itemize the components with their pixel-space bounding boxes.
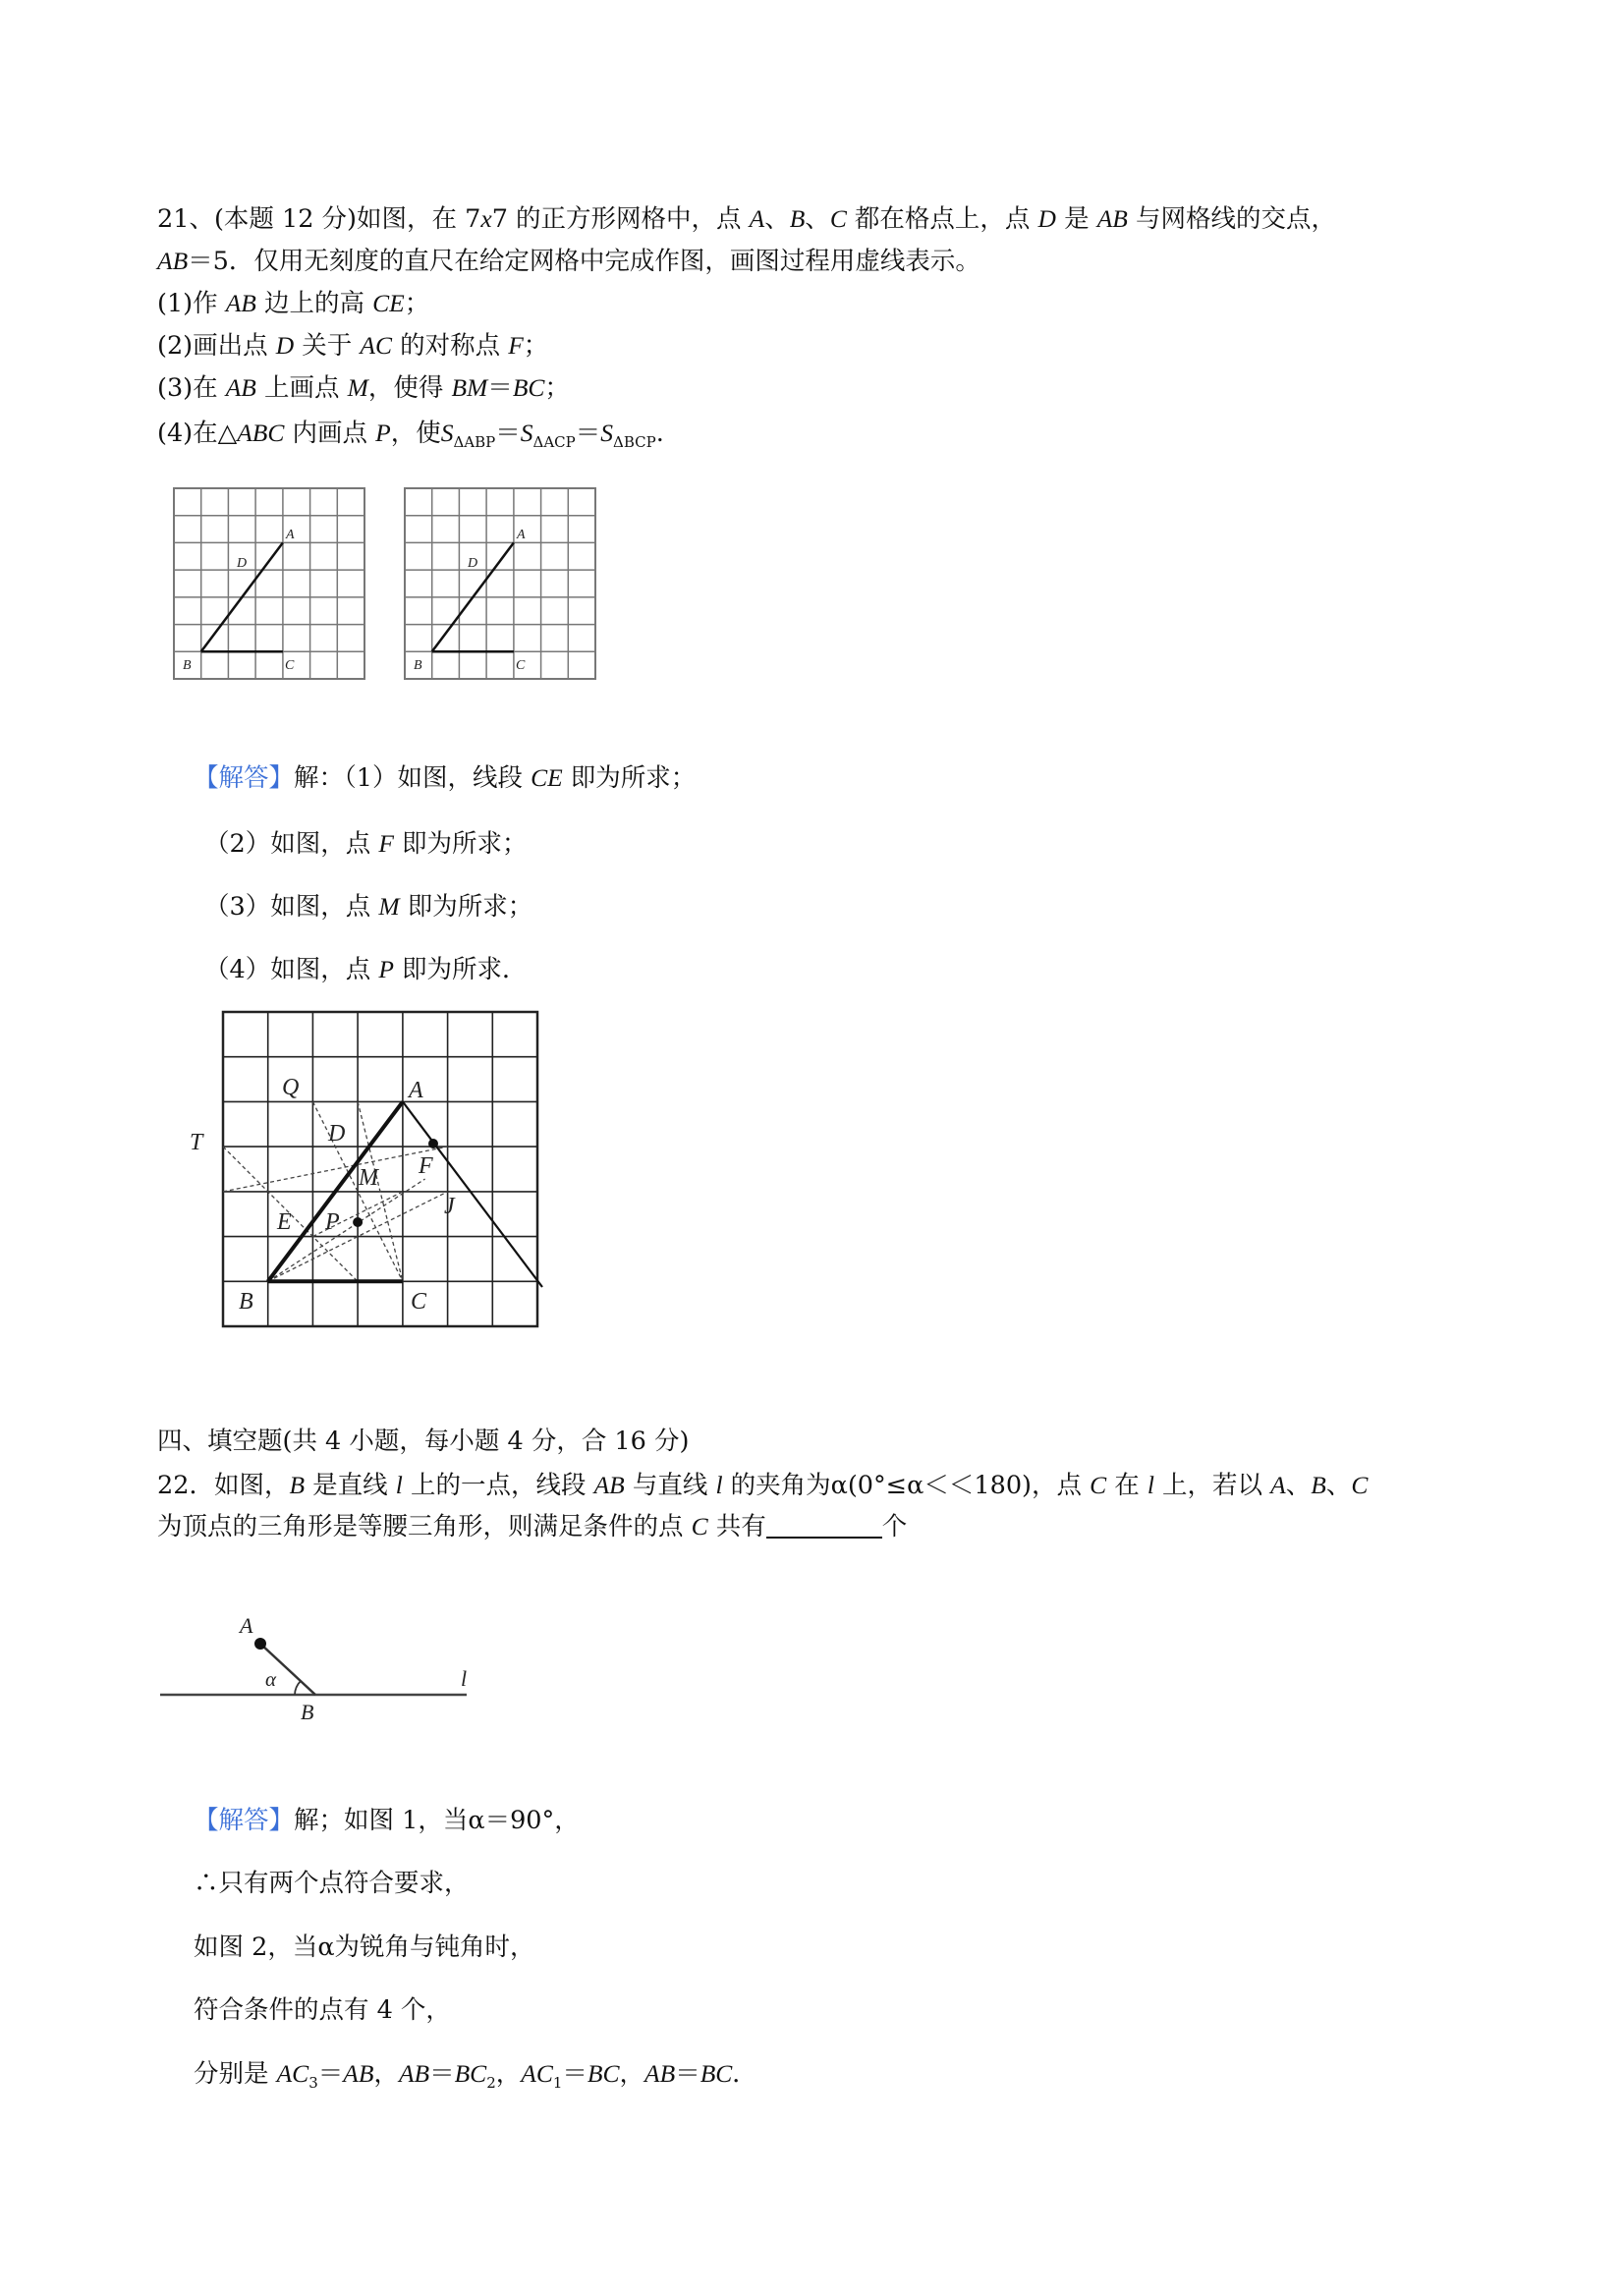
- ans22-line-5: 分别是 $AC_3=AB$，$AB=BC_2$，$AC_1=BC$，AB＝BC．: [194, 2059, 757, 2092]
- label-alpha: α: [265, 1667, 277, 1691]
- segment-AC-extended: [403, 1101, 542, 1287]
- q22-figure: [152, 1603, 486, 1731]
- label-B: B: [301, 1700, 314, 1724]
- label-B: B: [183, 658, 192, 673]
- label-M: M: [359, 1165, 378, 1191]
- label-D: D: [468, 556, 478, 571]
- angle-arc: [295, 1681, 301, 1695]
- answer-tag: 【解答】: [194, 763, 295, 793]
- label-J: J: [444, 1194, 455, 1219]
- point-F: [428, 1139, 438, 1148]
- ans22-line-4: 符合条件的点有 4 个，: [194, 1995, 451, 2025]
- label-A: A: [240, 1613, 253, 1638]
- ans22-line-1: 【解答】解；如图 1，当α＝90°，: [194, 1806, 580, 1835]
- q21-line-2: AB＝5．仅用无刻度的直尺在给定网格中完成作图，画图过程用虚线表示。: [157, 247, 980, 276]
- q21-grid-figure-1: [173, 487, 365, 680]
- label-T: T: [190, 1130, 203, 1155]
- q22-line-2: 为顶点的三角形是等腰三角形，则满足条件的点 C 共有 个: [157, 1512, 908, 1541]
- label-E: E: [277, 1209, 292, 1235]
- label-F: F: [419, 1153, 433, 1179]
- label-l: l: [461, 1666, 468, 1691]
- ans21-line-2: （2）如图，点 F 即为所求；: [204, 829, 528, 859]
- q21-grid-figure-2: [404, 487, 596, 680]
- q21-part-4: (4)在△ABC 内画点 P，使$S_{\Delta ABP}=S_{\Delta ACP}=S_{\Delta BCP}$.: [157, 419, 664, 451]
- ans21-construction-figure: [187, 1002, 550, 1336]
- q22-line-1: 22．如图，B 是直线 l 上的一点，线段 AB 与直线 l 的夹角为α(0°≤α＜＜180)，点 C 在 l 上，若以 A、B、C: [157, 1471, 1369, 1500]
- label-Q: Q: [282, 1075, 300, 1100]
- label-C: C: [285, 658, 295, 673]
- q21-part-2: (2)画出点 D 关于 AC 的对称点 F；: [157, 331, 549, 361]
- label-D: D: [237, 556, 248, 571]
- answer-blank[interactable]: [766, 1513, 882, 1539]
- point-A: [254, 1638, 266, 1650]
- label-C: C: [516, 658, 526, 673]
- label-A: A: [409, 1078, 423, 1103]
- q21-line-1: 21、(本题 12 分)如图，在 7x7 的正方形网格中，点 A、B、C 都在格点上，点 D 是 AB 与网格线的交点，: [157, 204, 1336, 234]
- q21-part-3: (3)在 AB 上画点 M，使得 BM＝BC；: [157, 373, 570, 403]
- label-B: B: [414, 658, 422, 673]
- q21-part-1: (1)作 AB 边上的高 CE；: [157, 289, 430, 318]
- ans22-line-2: ∴只有两个点符合要求，: [194, 1869, 470, 1898]
- ans22-line-3: 如图 2，当α为锐角与钝角时，: [194, 1932, 535, 1962]
- label-D: D: [328, 1121, 346, 1147]
- ans21-line-3: （3）如图，点 M 即为所求；: [204, 892, 533, 922]
- label-P: P: [325, 1209, 340, 1235]
- label-B: B: [239, 1289, 253, 1315]
- ans21-line-4: （4）如图，点 P 即为所求．: [204, 955, 528, 984]
- label-A: A: [286, 528, 295, 542]
- ans21-line-1: 【解答】解：（1）如图，线段 CE 即为所求；: [194, 763, 697, 793]
- point-P: [353, 1217, 363, 1227]
- answer-tag: 【解答】: [194, 1806, 295, 1835]
- label-C: C: [411, 1289, 427, 1315]
- label-A: A: [517, 528, 526, 542]
- section-4-title: 四、填空题(共 4 小题，每小题 4 分，合 16 分): [157, 1427, 690, 1456]
